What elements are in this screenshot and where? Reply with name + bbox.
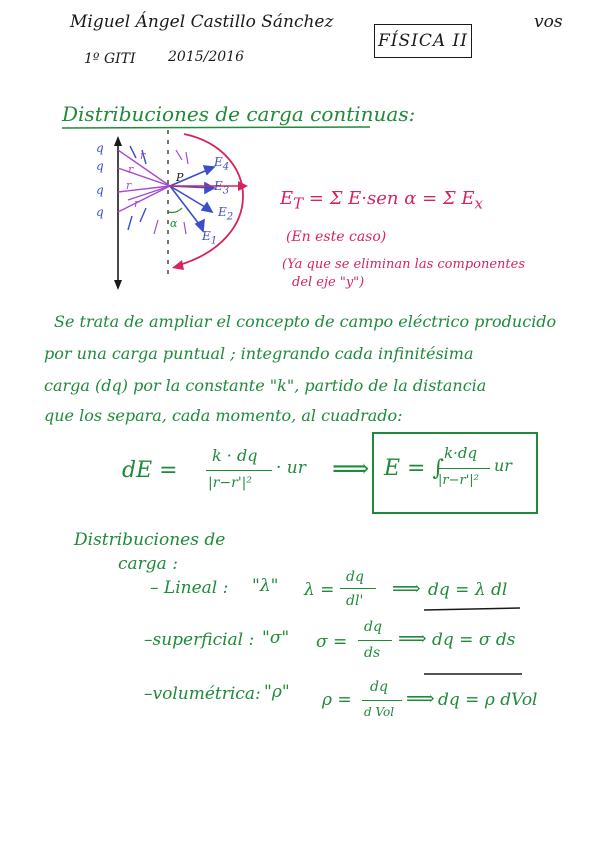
arrowhead	[204, 166, 214, 174]
field-label-e1: $E_1$	[202, 229, 218, 247]
de-fraction-bar	[206, 470, 272, 471]
alpha-arc	[168, 208, 182, 213]
field-label-e3: $E_3$	[214, 179, 230, 197]
volumetric-label: –volumétrica:	[144, 684, 261, 704]
volumetric-fraction-bar	[362, 700, 402, 701]
superficial-def-lhs: σ =	[316, 632, 348, 652]
arrowhead	[202, 203, 212, 212]
volumetric-num: dq	[370, 679, 388, 695]
lineal-arrow: ⟹	[392, 576, 421, 600]
r-label: r	[128, 163, 134, 176]
eq-total-mid-sub: x	[474, 194, 483, 213]
eq-total-lhs-sub: T	[293, 194, 304, 213]
volumetric-def-lhs: ρ =	[322, 690, 352, 710]
field-label-e4: $E_4$	[214, 155, 230, 173]
superficial-fraction-bar	[358, 640, 392, 641]
boxed-lhs: E = ∫	[384, 456, 444, 481]
charge-label-q: q	[96, 205, 104, 219]
lineal-num: dq	[346, 569, 364, 585]
arrowhead	[205, 183, 214, 193]
r-label: r	[134, 197, 140, 210]
author-name: Miguel Ángel Castillo Sánchez	[70, 12, 334, 32]
charge-label-q: q	[96, 159, 104, 173]
eq-total-lhs: E	[280, 188, 294, 209]
superficial-den: ds	[364, 645, 381, 661]
boxed-denominator: |r−r'|²	[438, 473, 479, 488]
note-components-line1: (Ya que se eliminan las componentes	[282, 257, 525, 272]
r-label: r	[140, 149, 146, 162]
corner-mark: vos	[534, 12, 563, 32]
charge-label-q: q	[96, 183, 104, 197]
paragraph-line-1: Se trata de ampliar el concepto de campo eléctrico producido	[54, 312, 557, 331]
lineal-fraction-bar	[340, 588, 376, 589]
superficial-symbol: "σ"	[262, 628, 290, 648]
group-label: 1º GITI	[84, 51, 136, 67]
field-label-e3-sub: 3	[222, 185, 230, 197]
rule-lineal	[424, 608, 520, 610]
field-label-e1-sub: 1	[210, 235, 218, 247]
lineal-den: dl'	[346, 593, 364, 609]
point-p-label: P	[176, 171, 184, 184]
paragraph-line-4: que los separa, cada momento, al cuadrado:	[44, 406, 403, 425]
lineal-def-lhs: λ =	[304, 580, 335, 600]
academic-year: 2015/2016	[168, 49, 244, 65]
superficial-label: –superficial :	[144, 630, 255, 650]
resultant-arc-arrow	[172, 260, 184, 270]
de-lhs: dE =	[122, 458, 178, 483]
section-title-underline	[62, 127, 370, 128]
section-title: Distribuciones de carga continuas:	[62, 102, 416, 126]
superficial-num: dq	[364, 619, 382, 635]
lineal-result: dq = λ dl	[428, 580, 508, 600]
charge-line-arrow-bottom	[114, 280, 122, 290]
charge-line-arrow-top	[114, 136, 122, 146]
implies-arrow: ⟹	[332, 454, 370, 484]
field-label-e4-sub: 4	[222, 161, 230, 173]
volumetric-result: dq = ρ dVol	[438, 690, 538, 710]
de-denominator: |r−r'|²	[208, 475, 253, 491]
lineal-label: – Lineal :	[150, 578, 229, 598]
volumetric-symbol: "ρ"	[264, 682, 290, 702]
boxed-numerator: k·dq	[444, 444, 478, 462]
boxed-unit-vector: ur	[494, 456, 512, 475]
volumetric-den: d Vol	[364, 705, 395, 719]
boxed-fraction-bar	[438, 468, 490, 469]
field-label-e2: $E_2$	[218, 205, 234, 223]
eq-total-mid: = Σ E·sen α = Σ E	[308, 188, 475, 209]
superficial-result: dq = σ ds	[432, 630, 516, 650]
subject-title: FÍSICA II	[378, 31, 468, 51]
r-label: r	[126, 179, 132, 192]
volumetric-arrow: ⟹	[406, 686, 435, 710]
field-label-e2-sub: 2	[226, 211, 234, 223]
alpha-label: α	[170, 217, 178, 230]
note-components-line2: del eje "y")	[292, 275, 365, 290]
de-unit-vector: · ur	[276, 458, 306, 478]
total-field-equation	[280, 190, 483, 212]
charge-label-q: q	[96, 141, 104, 155]
superficial-arrow: ⟹	[398, 626, 427, 650]
paragraph-line-3: carga (dq) por la constante "k", partido de la distancia	[44, 376, 487, 395]
distributions-heading-line1: Distribuciones de	[74, 530, 226, 550]
de-numerator: k · dq	[212, 446, 258, 465]
paragraph-line-2: por una carga puntual ; integrando cada infinitésima	[44, 344, 474, 363]
distributions-heading-line2: carga :	[118, 554, 178, 574]
lineal-symbol: "λ"	[252, 576, 279, 596]
note-case: (En este caso)	[286, 229, 387, 245]
